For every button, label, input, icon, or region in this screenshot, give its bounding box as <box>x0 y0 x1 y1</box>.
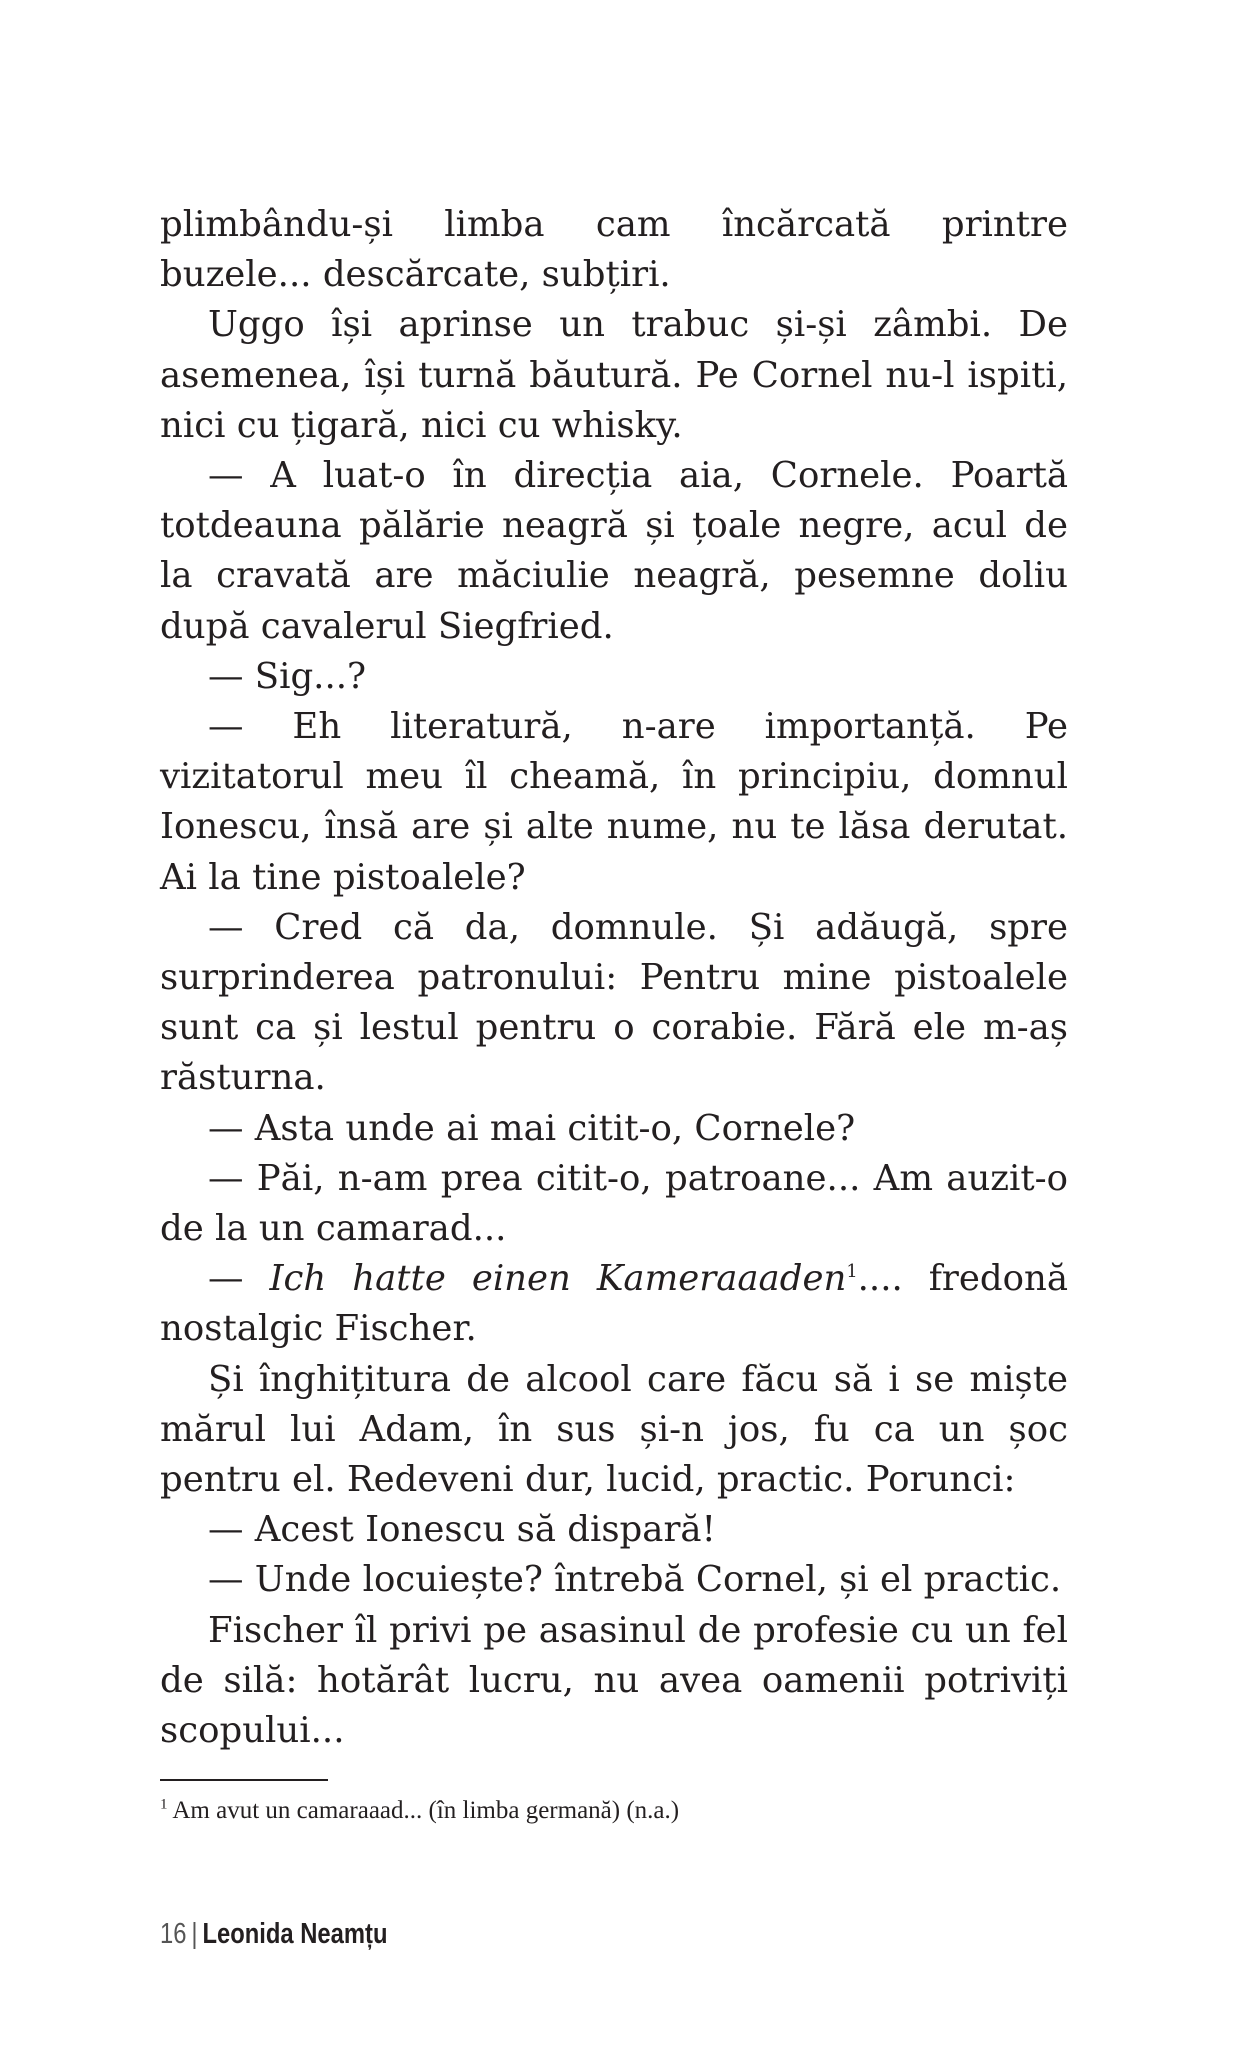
song-dash: — <box>208 1258 270 1300</box>
dialogue-direction: — A luat-o în direcția aia, Cornele. Poartă totdeauna pălărie neagră și țoale negre, acul de la cravată are măciulie neagră, pesemne doliu după cavalerul Siegfried. <box>160 455 1068 647</box>
dialogue-literature: — Eh literatură, n-are importanță. Pe vizitatorul meu îl cheamă, în principiu, domnul Ionescu, însă are și alte nume, nu te lăsa derutat. Ai la tine pistoalele? <box>160 706 1068 898</box>
page-footer <box>160 1914 387 1954</box>
song-rest: .... fredonă <box>857 1258 1068 1300</box>
dialogue-pistols: — Cred că da, domnule. Și adăugă, spre surprinderea patronului: Pentru mine pistoalele sunt ca și lestul pentru o corabie. Fără ele m-aș răsturna. <box>160 906 1068 1099</box>
body-text <box>160 200 1068 1756</box>
song-title: Ich hatte einen Kameraaaden <box>269 1258 847 1300</box>
paragraph-fischer: Fischer îl privi pe asasinul de profesie cu un fel de silă: hotărât lucru, nu avea oamenii potriviți scopului... <box>160 1609 1068 1752</box>
song-attribution: nostalgic Fischer. <box>160 1308 477 1350</box>
paragraph-0-text: descărcate, subțiri. <box>322 254 671 296</box>
page-number: 16 <box>160 1918 187 1950</box>
paragraph-alcohol: Și înghițitura de alcool care făcu să i se miște mărul lui Adam, în sus și-n jos, fu ca un șoc pentru el. Redeveni dur, lucid, practic. Porunci: <box>160 1358 1068 1501</box>
footnote-marker: 1 <box>160 1796 168 1813</box>
paragraph-continued <box>160 200 1068 300</box>
footnote-text: Am avut un camaraaad... (în limba germană) (n.a.) <box>167 1797 680 1824</box>
paragraph-uggo: Uggo își aprinse un trabuc și-și zâmbi. De asemenea, își turnă băutură. Pe Cornel nu-l ispiti, nici cu țigară, nici cu whisky. <box>160 304 1068 446</box>
dialogue-where-read: — Asta unde ai mai citit-o, Cornele? <box>208 1107 856 1149</box>
dialogue-sig: — Sig...? <box>208 655 367 697</box>
footer-separator: | <box>191 1918 198 1950</box>
dialogue-where-lives: — Unde locuiește? întrebă Cornel, și el practic. <box>208 1559 1062 1601</box>
author-name: Leonida Neamțu <box>202 1918 388 1950</box>
dialogue-comrade: — Păi, n-am prea citit-o, patroane... Am auzit-o de la un camarad... <box>160 1157 1068 1250</box>
dialogue-song <box>160 1254 1068 1354</box>
footnote-reference: 1 <box>846 1262 858 1283</box>
first-line: plimbându-și limba cam încărcată printre buzele... <box>160 204 1068 296</box>
footnote-divider <box>160 1779 328 1781</box>
footnote <box>160 1793 1068 1829</box>
dialogue-order: — Acest Ionescu să dispară! <box>208 1509 716 1551</box>
